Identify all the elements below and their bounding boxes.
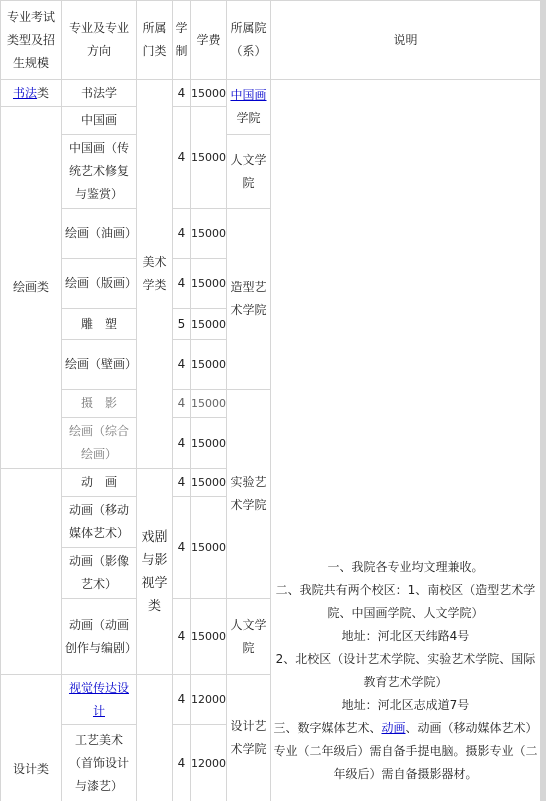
major-cell: 工艺美术（首饰设计与漆艺） [62,725,136,801]
years-cell: 4 [173,390,190,417]
discipline-drama-film: 戏剧与影视学类 [137,469,172,674]
college-chinese-painting: 中国画 学院 [227,80,270,134]
calligraphy-link[interactable]: 书法 [12,85,37,100]
row-edge [540,724,546,725]
major-cell: 书法学 [62,80,136,106]
visual-communication-link[interactable]: 视觉传达设计 [68,680,129,718]
fee-cell: 15000 [191,497,226,598]
major-cell [62,675,136,724]
years-cell: 4 [173,418,190,468]
discipline-empty [137,675,172,801]
years-cell: 4 [173,80,190,106]
years-cell: 4 [173,599,190,674]
fee-cell: 12000 [191,725,226,801]
fee-cell: 15000 [191,259,226,308]
major-cell: 动画（影像艺术） [62,548,136,598]
category-design: 设计类 [1,675,61,801]
category-painting: 绘画类 [1,107,61,468]
years-cell: 5 [173,309,190,339]
row-edge [540,389,546,390]
years-cell: 4 [173,340,190,389]
fee-cell: 15000 [191,469,226,496]
notes-line: 三、数字媒体艺术、动画、动画（移动媒体艺术）专业（二年级后）需自备手提电脑。摄影专业（二年级后）需自备摄影器材。 [273,721,538,781]
years-cell: 4 [173,259,190,308]
header-discipline: 所属门类 [137,1,172,79]
chinese-painting-link[interactable]: 中国画 [230,88,267,102]
notes-line: 2、北校区（设计艺术学院、实验艺术学院、国际教育艺术学院） [275,652,536,689]
major-cell: 动画（动画创作与编剧） [62,599,136,674]
fee-cell: 15000 [191,599,226,674]
major-cell: 绘画（综合绘画） [62,418,136,468]
header-category: 专业考试类型及招生规模 [1,1,61,79]
major-cell: 绘画（油画） [62,209,136,258]
row-edge [540,598,546,599]
college-design: 设计艺术学院 [227,675,270,801]
row-edge [540,258,546,259]
college-humanities: 人文学院 [227,135,270,208]
college-humanities: 人文学院 [227,599,270,674]
row-edge [540,674,546,675]
years-cell: 4 [173,725,190,801]
fee-cell: 15000 [191,107,226,208]
years-cell: 4 [173,107,190,208]
fee-cell: 12000 [191,675,226,724]
years-cell: 4 [173,469,190,496]
major-cell: 动画（移动媒体艺术） [62,497,136,547]
fee-cell: 15000 [191,390,226,417]
category-calligraphy: 书法类 [1,80,61,106]
fee-cell: 15000 [191,340,226,389]
row-edge [540,79,546,80]
notes-line: 二、我院共有两个校区：1、南校区（造型艺术学院、中国画学院、人文学院） [275,583,536,620]
years-cell: 4 [173,209,190,258]
fee-cell: 15000 [191,418,226,468]
major-cell: 雕 塑 [62,309,136,339]
header-college: 所属院（系） [227,1,270,79]
row-edge [540,208,546,209]
notes-line: 一、我院各专业均文理兼收。 [327,560,484,574]
college-experimental: 实验艺术学院 [227,390,270,598]
major-cell: 绘画（版画） [62,259,136,308]
years-cell: 4 [173,497,190,598]
header-years: 学制 [173,1,190,79]
header-notes: 说明 [271,1,540,79]
notes-line: 地址：河北区志成道7号 [341,698,470,712]
major-cell: 摄 影 [62,390,136,417]
major-cell: 中国画 [62,107,136,134]
major-cell: 动 画 [62,469,136,496]
row-edge [540,468,546,469]
major-cell: 绘画（壁画） [62,340,136,389]
major-cell: 中国画（传统艺术修复与鉴赏） [62,135,136,208]
category-empty [1,469,61,674]
header-fee: 学费 [191,1,226,79]
fee-cell: 15000 [191,80,226,106]
notes-cell [271,80,540,801]
animation-link[interactable]: 动画 [381,721,406,735]
discipline-fine-arts: 美术学类 [137,80,172,468]
fee-cell: 15000 [191,309,226,339]
years-cell: 4 [173,675,190,724]
row-edge [540,106,546,107]
fee-cell: 15000 [191,209,226,258]
college-plastic-arts: 造型艺术学院 [227,209,270,389]
notes-line: 地址：河北区天纬路4号 [341,629,470,643]
header-major: 专业及专业方向 [62,1,136,79]
